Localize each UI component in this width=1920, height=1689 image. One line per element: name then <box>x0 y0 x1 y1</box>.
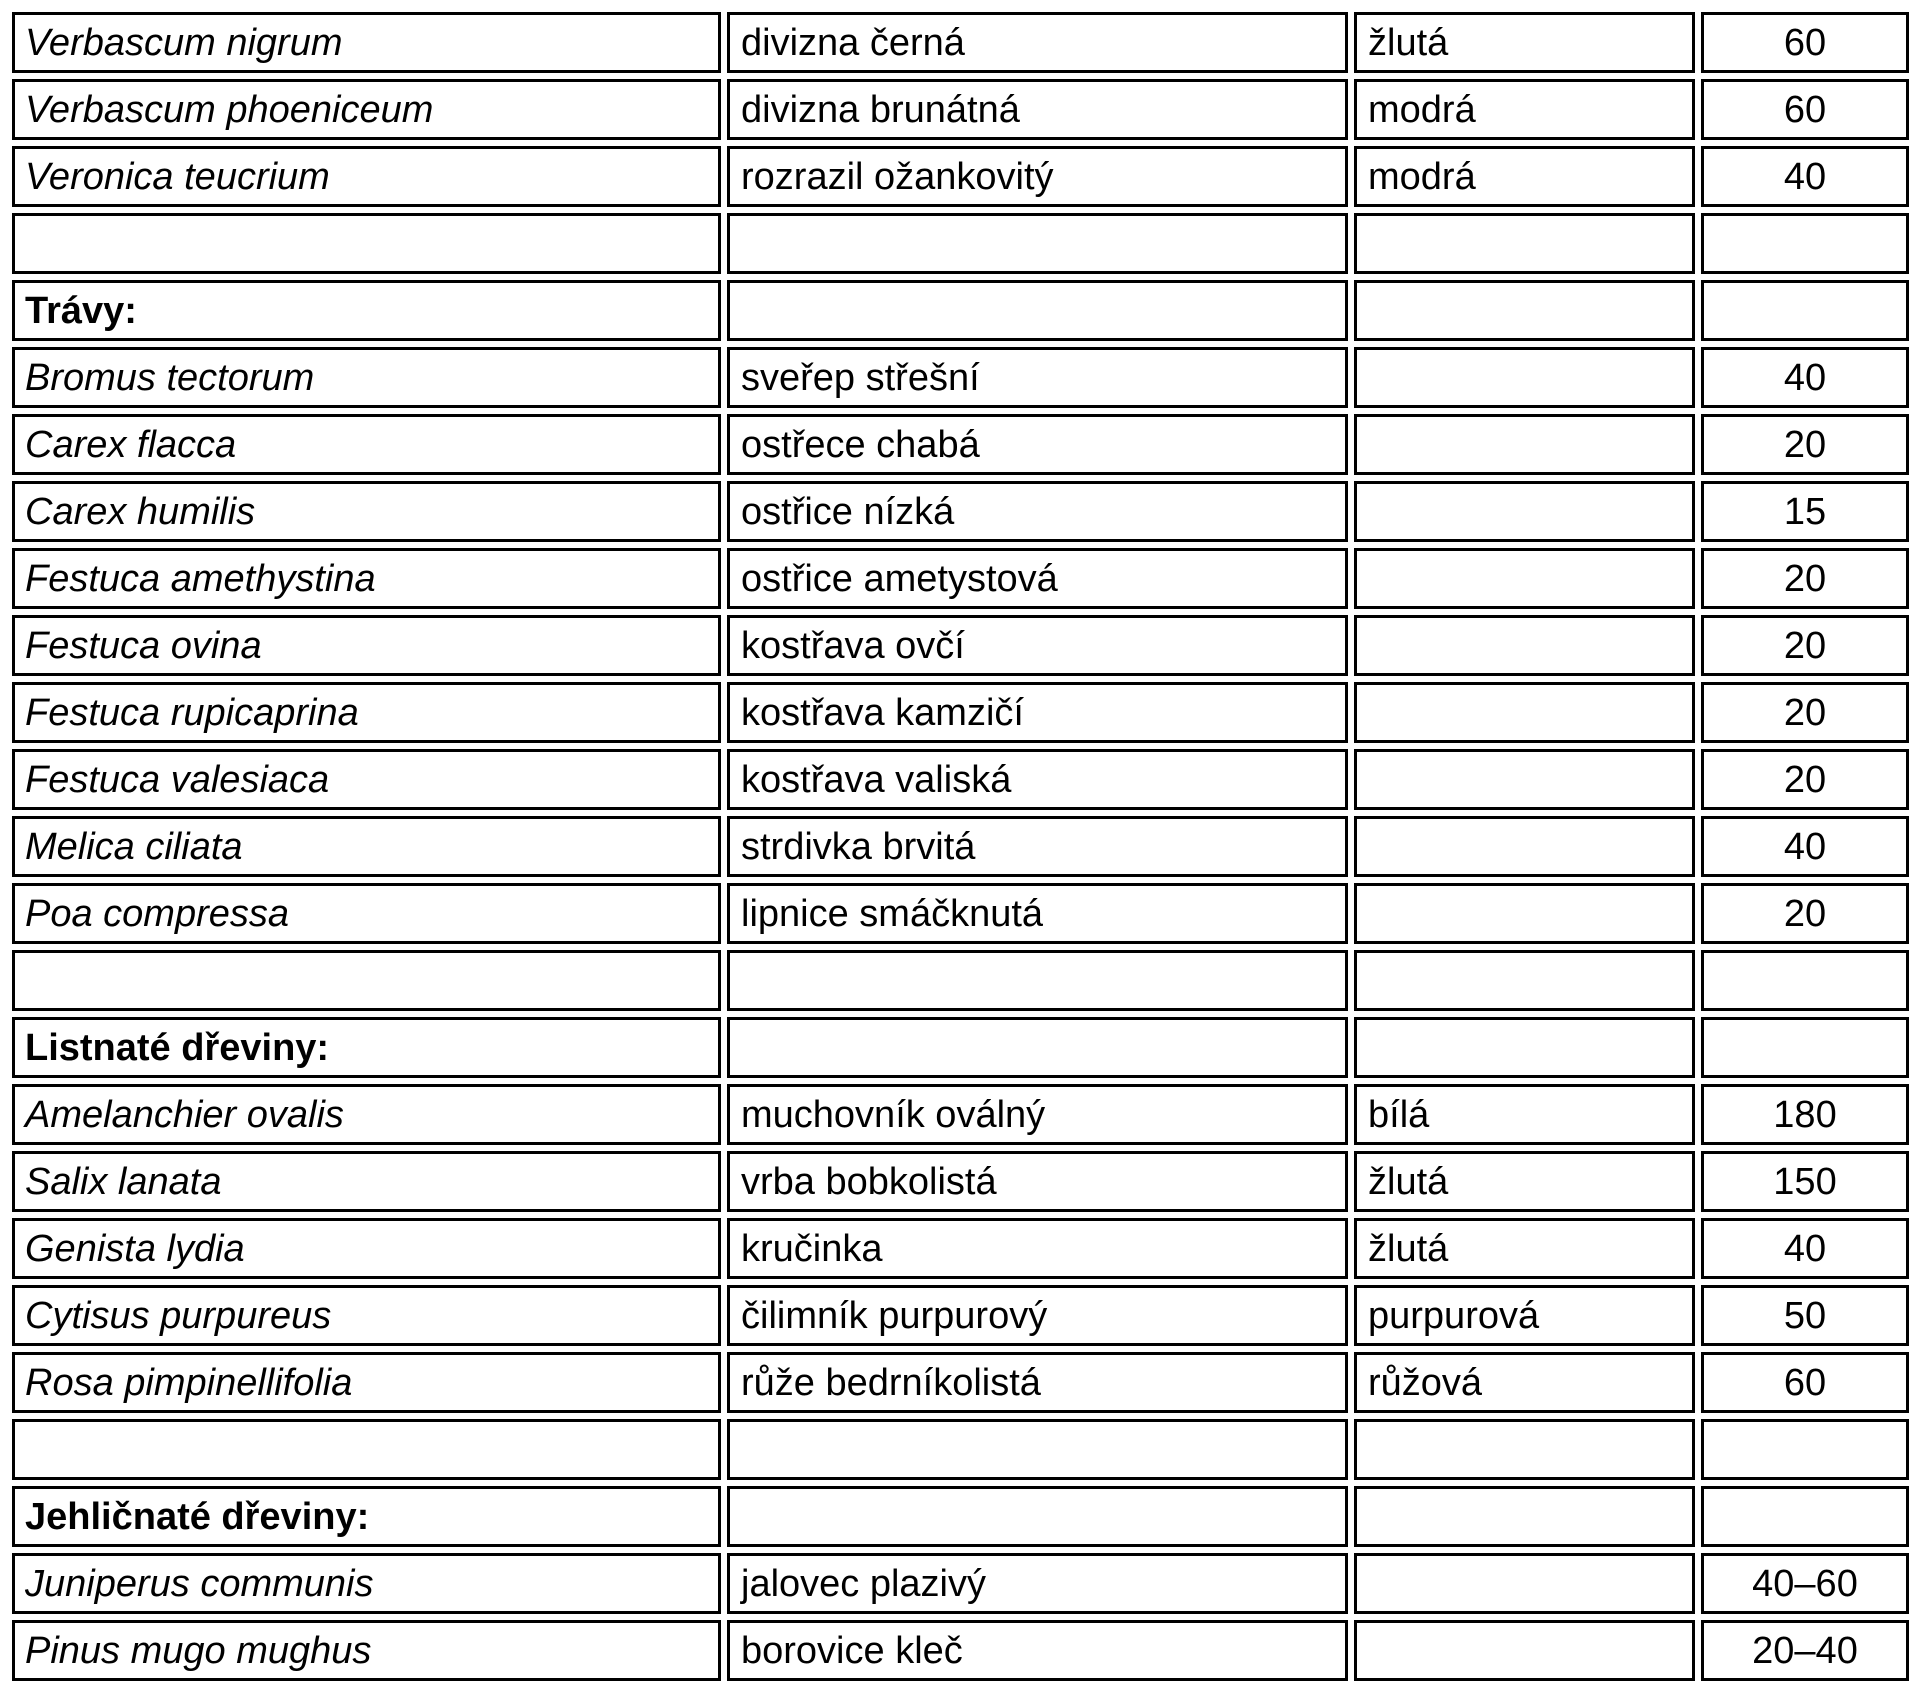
flower-color-cell <box>1354 1620 1695 1681</box>
flower-color-cell <box>1354 548 1695 609</box>
height-cell: 40 <box>1701 816 1909 877</box>
czech-name-cell: čilimník purpurový <box>727 1285 1348 1346</box>
height-cell: 20–40 <box>1701 1620 1909 1681</box>
table-row <box>12 1151 1909 1212</box>
czech-name-cell: divizna černá <box>727 12 1348 73</box>
spacer-row <box>12 1419 1909 1480</box>
czech-name-cell: kostřava ovčí <box>727 615 1348 676</box>
czech-name-cell: rozrazil ožankovitý <box>727 146 1348 207</box>
latin-name-cell: Festuca ovina <box>12 615 721 676</box>
czech-name-cell <box>727 950 1348 1011</box>
table-row <box>12 12 1909 73</box>
table-row <box>12 883 1909 944</box>
section-heading-row <box>12 1017 1909 1078</box>
latin-name-cell: Verbascum phoeniceum <box>12 79 721 140</box>
table-row <box>12 548 1909 609</box>
height-cell: 60 <box>1701 12 1909 73</box>
section-heading: Listnaté dřeviny: <box>12 1017 721 1078</box>
height-cell: 180 <box>1701 1084 1909 1145</box>
height-cell: 20 <box>1701 615 1909 676</box>
flower-color-cell <box>1354 1419 1695 1480</box>
flower-color-cell <box>1354 1486 1695 1547</box>
czech-name-cell: jalovec plazivý <box>727 1553 1348 1614</box>
height-cell: 20 <box>1701 414 1909 475</box>
latin-name-cell: Amelanchier ovalis <box>12 1084 721 1145</box>
height-cell <box>1701 1486 1909 1547</box>
spacer-row <box>12 213 1909 274</box>
table-row <box>12 749 1909 810</box>
latin-name-cell: Veronica teucrium <box>12 146 721 207</box>
height-cell: 60 <box>1701 79 1909 140</box>
section-heading: Trávy: <box>12 280 721 341</box>
czech-name-cell: kostřava valiská <box>727 749 1348 810</box>
height-cell <box>1701 213 1909 274</box>
table-row <box>12 481 1909 542</box>
flower-color-cell: žlutá <box>1354 1151 1695 1212</box>
table-row <box>12 816 1909 877</box>
latin-name-cell <box>12 1419 721 1480</box>
table-row <box>12 682 1909 743</box>
czech-name-cell: borovice kleč <box>727 1620 1348 1681</box>
height-cell: 40–60 <box>1701 1553 1909 1614</box>
table-row <box>12 146 1909 207</box>
latin-name-cell: Melica ciliata <box>12 816 721 877</box>
table-row <box>12 1352 1909 1413</box>
height-cell: 50 <box>1701 1285 1909 1346</box>
czech-name-cell: muchovník oválný <box>727 1084 1348 1145</box>
czech-name-cell <box>727 1017 1348 1078</box>
latin-name-cell: Genista lydia <box>12 1218 721 1279</box>
flower-color-cell: bílá <box>1354 1084 1695 1145</box>
latin-name-cell: Poa compressa <box>12 883 721 944</box>
section-heading-row <box>12 1486 1909 1547</box>
table-row <box>12 414 1909 475</box>
flower-color-cell <box>1354 280 1695 341</box>
latin-name-cell <box>12 950 721 1011</box>
czech-name-cell: kručinka <box>727 1218 1348 1279</box>
czech-name-cell: lipnice smáčknutá <box>727 883 1348 944</box>
table-row <box>12 1620 1909 1681</box>
latin-name-cell: Festuca amethystina <box>12 548 721 609</box>
section-heading: Jehličnaté dřeviny: <box>12 1486 721 1547</box>
czech-name-cell <box>727 280 1348 341</box>
table-row <box>12 79 1909 140</box>
latin-name-cell: Festuca valesiaca <box>12 749 721 810</box>
latin-name-cell: Juniperus communis <box>12 1553 721 1614</box>
czech-name-cell <box>727 213 1348 274</box>
height-cell: 40 <box>1701 1218 1909 1279</box>
flower-color-cell <box>1354 414 1695 475</box>
table-row <box>12 615 1909 676</box>
spacer-row <box>12 950 1909 1011</box>
latin-name-cell: Bromus tectorum <box>12 347 721 408</box>
flower-color-cell: purpurová <box>1354 1285 1695 1346</box>
czech-name-cell: vrba bobkolistá <box>727 1151 1348 1212</box>
height-cell <box>1701 1017 1909 1078</box>
czech-name-cell: ostřece chabá <box>727 414 1348 475</box>
height-cell <box>1701 1419 1909 1480</box>
czech-name-cell <box>727 1486 1348 1547</box>
flower-color-cell <box>1354 347 1695 408</box>
czech-name-cell: divizna brunátná <box>727 79 1348 140</box>
flower-color-cell: žlutá <box>1354 1218 1695 1279</box>
flower-color-cell: modrá <box>1354 146 1695 207</box>
flower-color-cell <box>1354 883 1695 944</box>
flower-color-cell <box>1354 816 1695 877</box>
flower-color-cell <box>1354 481 1695 542</box>
plant-table <box>12 12 1909 1681</box>
latin-name-cell <box>12 213 721 274</box>
table-row <box>12 347 1909 408</box>
czech-name-cell <box>727 1419 1348 1480</box>
table-row <box>12 1218 1909 1279</box>
table-row <box>12 1285 1909 1346</box>
table-row <box>12 1084 1909 1145</box>
height-cell <box>1701 280 1909 341</box>
latin-name-cell: Carex humilis <box>12 481 721 542</box>
czech-name-cell: sveřep střešní <box>727 347 1348 408</box>
height-cell <box>1701 950 1909 1011</box>
flower-color-cell <box>1354 749 1695 810</box>
table-row <box>12 1553 1909 1614</box>
czech-name-cell: strdivka brvitá <box>727 816 1348 877</box>
czech-name-cell: ostřice ametystová <box>727 548 1348 609</box>
height-cell: 20 <box>1701 682 1909 743</box>
height-cell: 20 <box>1701 883 1909 944</box>
latin-name-cell: Salix lanata <box>12 1151 721 1212</box>
height-cell: 20 <box>1701 548 1909 609</box>
latin-name-cell: Pinus mugo mughus <box>12 1620 721 1681</box>
section-heading-row <box>12 280 1909 341</box>
czech-name-cell: kostřava kamzičí <box>727 682 1348 743</box>
flower-color-cell <box>1354 950 1695 1011</box>
latin-name-cell: Carex flacca <box>12 414 721 475</box>
flower-color-cell <box>1354 1553 1695 1614</box>
latin-name-cell: Rosa pimpinellifolia <box>12 1352 721 1413</box>
flower-color-cell: žlutá <box>1354 12 1695 73</box>
height-cell: 40 <box>1701 146 1909 207</box>
flower-color-cell <box>1354 1017 1695 1078</box>
height-cell: 150 <box>1701 1151 1909 1212</box>
height-cell: 60 <box>1701 1352 1909 1413</box>
height-cell: 40 <box>1701 347 1909 408</box>
latin-name-cell: Verbascum nigrum <box>12 12 721 73</box>
height-cell: 15 <box>1701 481 1909 542</box>
flower-color-cell: růžová <box>1354 1352 1695 1413</box>
height-cell: 20 <box>1701 749 1909 810</box>
flower-color-cell: modrá <box>1354 79 1695 140</box>
czech-name-cell: ostřice nízká <box>727 481 1348 542</box>
flower-color-cell <box>1354 213 1695 274</box>
flower-color-cell <box>1354 615 1695 676</box>
latin-name-cell: Festuca rupicaprina <box>12 682 721 743</box>
flower-color-cell <box>1354 682 1695 743</box>
czech-name-cell: růže bedrníkolistá <box>727 1352 1348 1413</box>
latin-name-cell: Cytisus purpureus <box>12 1285 721 1346</box>
